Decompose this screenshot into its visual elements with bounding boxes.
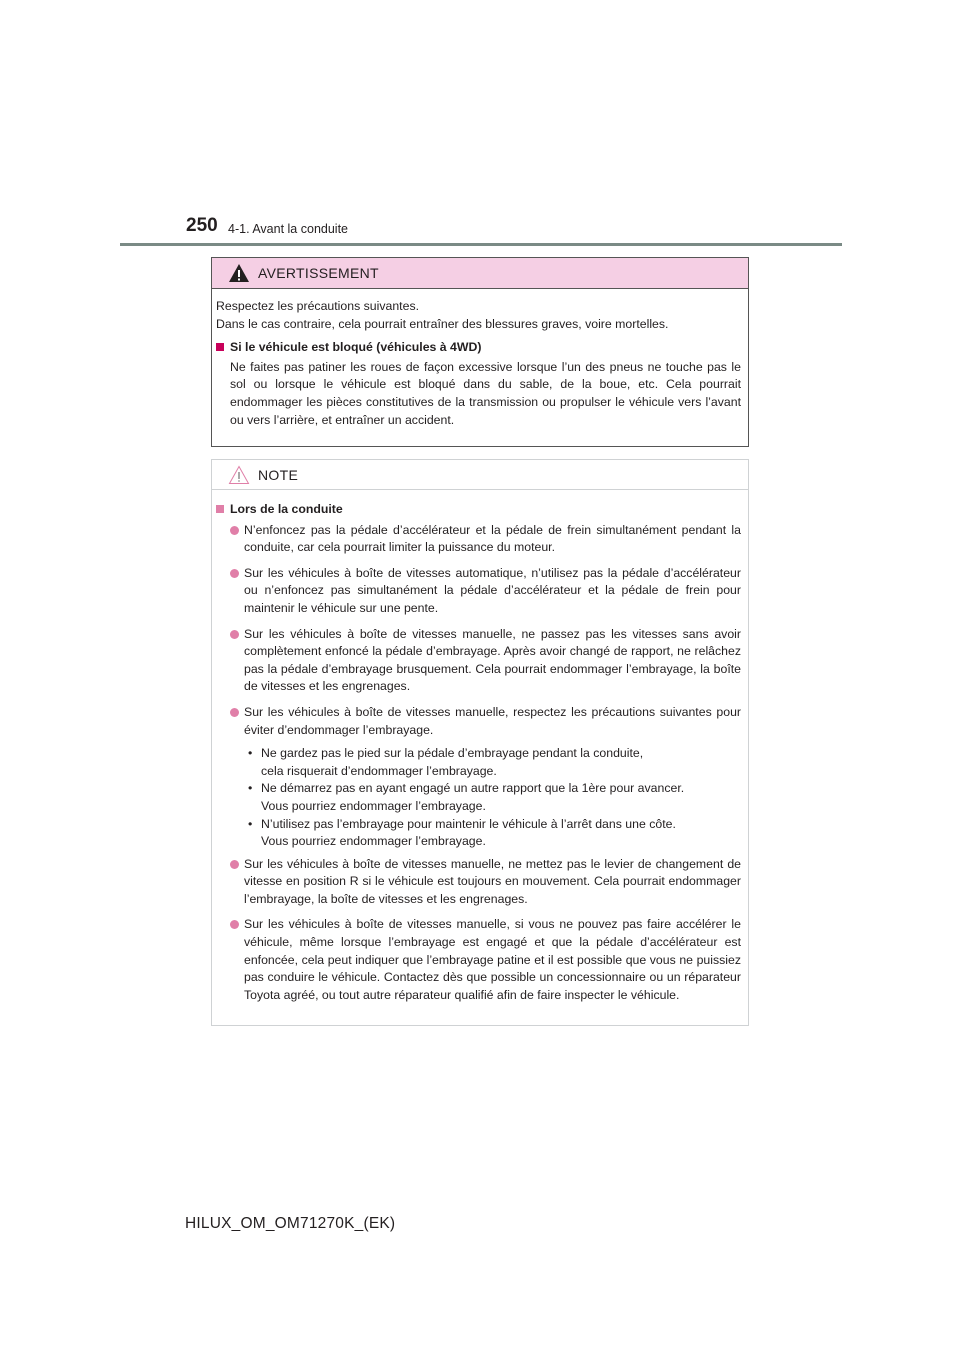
- list-item: [216, 626, 741, 696]
- warning-heading-text: Si le véhicule est bloqué (véhicules à 4WD): [230, 340, 482, 355]
- sub-list: [248, 745, 741, 851]
- note-label: NOTE: [258, 466, 299, 483]
- list-item: [216, 565, 741, 618]
- list-item: [216, 704, 741, 739]
- sub-list-item-text: [261, 780, 741, 815]
- list-item: [216, 856, 741, 909]
- note-body: [212, 490, 748, 1004]
- section-title: 4-1. Avant la conduite: [228, 222, 348, 236]
- sub-line: Ne démarrez pas en ayant engagé un autre rapport que la 1ère pour avancer.: [261, 781, 685, 796]
- round-bullet-icon: [230, 920, 239, 929]
- note-header: [212, 460, 748, 490]
- sub-line: N’utilisez pas l’embrayage pour maintenir le véhicule à l’arrêt dans une côte.: [261, 816, 676, 831]
- round-bullet-icon: [230, 569, 239, 578]
- warning-label: AVERTISSEMENT: [258, 265, 379, 281]
- sub-list-item: [248, 780, 741, 815]
- sub-list-item: [248, 745, 741, 780]
- warning-heading: [216, 339, 741, 357]
- list-item-text: Sur les véhicules à boîte de vitesses manuelle, respectez les précautions suivantes pour éviter d’endommager l’embrayage.: [244, 704, 741, 737]
- warning-text: Ne faites pas patiner les roues de façon excessive lorsque l’un des pneus ne touche pas le sol ou lorsque le véhicule est bloqué dans du sable, de la boue, etc. Cela pourrait endommager les pièces constitutives de la transmission ou propulser le véhicule vers l’avant ou vers l’arrière, et entraîner un accident.: [230, 359, 741, 427]
- footer-code: HILUX_OM_OM71270K_(EK): [185, 1215, 396, 1232]
- sub-bullet: •: [248, 746, 253, 761]
- sub-list-item: [248, 816, 741, 851]
- sub-bullet: •: [248, 781, 253, 796]
- sub-bullet: •: [248, 816, 253, 831]
- list-item-text: N’enfoncez pas la pédale d’accélérateur et la pédale de frein simultanément pendant la conduite, car cela pourrait limiter la puissance du moteur.: [244, 522, 741, 555]
- square-bullet-icon: [216, 343, 224, 351]
- list-item: [216, 522, 741, 557]
- note-box: [211, 459, 749, 1026]
- list-item-text: Sur les véhicules à boîte de vitesses manuelle, ne mettez pas le levier de changement de vitesse en position R si le véhicule est toujours en mouvement. Cela pourrait endommager l’embrayage, la boîte de vitesses et les engrenages.: [244, 856, 741, 906]
- note-heading-text: Lors de la conduite: [230, 502, 343, 516]
- sub-line: cela risquerait d’endommager l’embrayage.: [261, 763, 497, 778]
- header-rule: [120, 243, 842, 246]
- sub-list-item-text: [261, 816, 741, 851]
- warning-box: [211, 257, 749, 447]
- warning-intro-line: Dans le cas contraire, cela pourrait entraîner des blessures graves, voire mortelles.: [216, 316, 669, 331]
- warning-intro-line: Respectez les précautions suivantes.: [216, 299, 420, 313]
- sub-list-item-text: [261, 745, 741, 780]
- note-heading: [216, 501, 741, 519]
- list-item-text: Sur les véhicules à boîte de vitesses manuelle, si vous ne pouvez pas faire accélérer le véhicule, même lorsque l’embrayage est engagé et que la pédale d’accélérateur est enfoncée, cela peut indiquer que l’embrayage patine et il est possible que vous ne puissiez pas conduire le véhicule. Contactez dès que possible un concessionnaire ou un réparateur Toyota agréé, ou tout autre réparateur qualifié afin de faire inspecter le véhicule.: [244, 917, 741, 1002]
- page-number: 250: [186, 215, 218, 236]
- warning-header: [212, 258, 748, 289]
- round-bullet-icon: [230, 708, 239, 717]
- list-item-text: Sur les véhicules à boîte de vitesses manuelle, ne passez pas les vitesses sans avoir complètement enfoncé la pédale d’embrayage. Après avoir changé de rapport, ne relâchez pas la pédale d’embrayage brusquement. Cela pourrait endommager l’embrayage, la boîte de vitesses et les engrenages.: [244, 626, 741, 694]
- round-bullet-icon: [230, 860, 239, 869]
- list-item: [216, 916, 741, 1004]
- warning-triangle-icon: [228, 263, 250, 283]
- round-bullet-icon: [230, 630, 239, 639]
- caution-triangle-outline-icon: [228, 465, 250, 485]
- round-bullet-icon: [230, 526, 239, 535]
- sub-line: Vous pourriez endommager l’embrayage.: [261, 798, 486, 813]
- square-bullet-icon: [216, 505, 224, 513]
- sub-line: Ne gardez pas le pied sur la pédale d’embrayage pendant la conduite,: [261, 746, 644, 761]
- sub-line: Vous pourriez endommager l’embrayage.: [261, 834, 486, 849]
- warning-body: [212, 289, 748, 429]
- list-item-text: Sur les véhicules à boîte de vitesses automatique, n’utilisez pas la pédale d’accélérateur ou n’enfoncez pas simultanément la pédale d’accélérateur et la pédale de frein pour maintenir le véhicule sur une pente.: [244, 565, 741, 615]
